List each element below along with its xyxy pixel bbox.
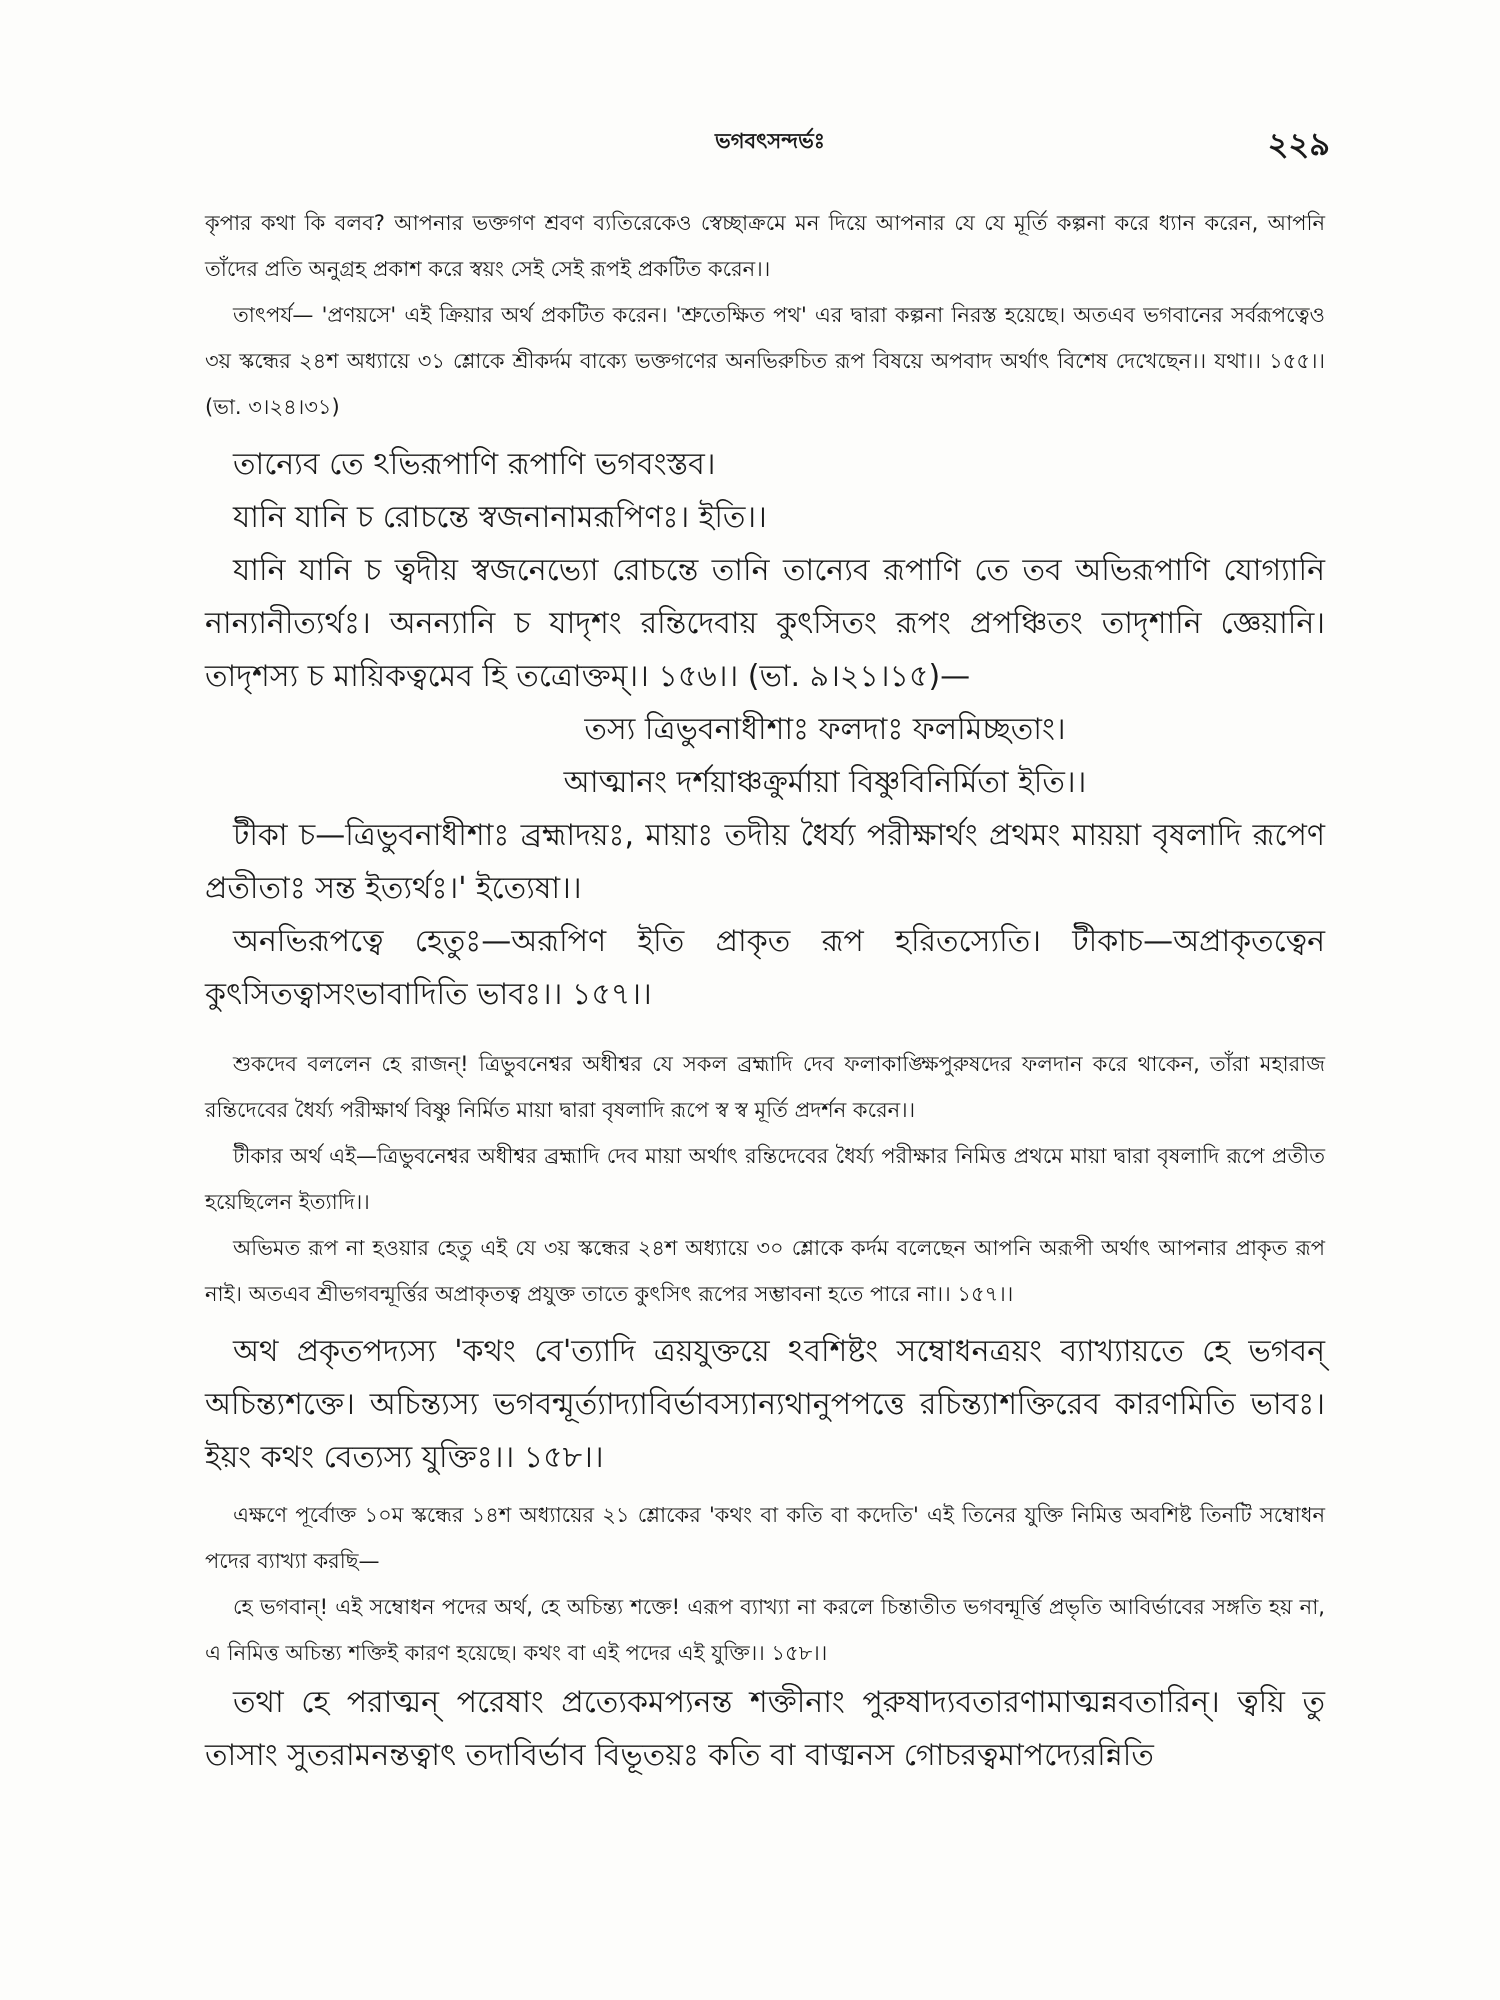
sanskrit-paragraph: অথ প্রকৃতপদ্যস্য 'কথং বে'ত্যাদি ত্রয়যুক্তয়ে ঽবশিষ্টং সম্বোধনত্রয়ং ব্যাখ্যায়তে হে ভগবন্ অচিন্ত্যশক্তে। অচিন্ত্যস্য ভগবন্মূর্ত্যাদ্যাবির্ভাবস্যান্যথানুপপত্তে রচিন্ত্যাশক্তিরেব কারণমিতি ভাবঃ। ইয়ং কথং বেত্যস্য যুক্তিঃ।। ১৫৮।। — [205, 1334, 1325, 1475]
translation-paragraph: টীকার অর্থ এই—ত্রিভুবনেশ্বর অধীশ্বর ব্রহ্মাদি দেব মায়া অর্থাৎ রন্তিদেবের ধৈর্য্য পরীক্ষার নিমিত্ত প্রথমে মায়া দ্বারা বৃষলাদি রূপে প্রতীত হয়েছিলেন ইত্যাদি।। — [205, 1144, 1325, 1214]
translation-paragraph: অভিমত রূপ না হওয়ার হেতু এই যে ৩য় স্কন্ধের ২৪শ অধ্যায়ে ৩০ শ্লোকে কর্দম বলেছেন আপনি অরূপী অর্থাৎ আপনার প্রাকৃত রূপ নাই। অতএব শ্রীভগবন্মূর্ত্তির অপ্রাকৃতত্ব প্রযুক্ত তাতে কুৎসিৎ রূপের সম্ভাবনা হতে পারে না।। ১৫৭।। — [205, 1236, 1325, 1306]
sanskrit-paragraph: তথা হে পরাত্মন্ পরেষাং প্রত্যেকমপ্যনন্ত শক্তীনাং পুরুষাদ্যবতারণামাত্মন্নবতারিন্। ত্বয়ি তু তাসাং সুতরামনন্তত্বাৎ তদাবির্ভাব বিভূতয়ঃ কতি বা বাঙ্মনস গোচরত্বমাপদ্যেরন্নিতি — [205, 1685, 1325, 1773]
verse-line: তস্য ত্রিভুবনাধীশাঃ ফলদাঃ ফলমিচ্ছতাং। — [584, 712, 1066, 747]
sanskrit-paragraph: যানি যানি চ ত্বদীয় স্বজনেভ্যো রোচন্তে তানি তান্যেব রূপাণি তে তব অভিরূপাণি যোগ্যানি নান্যানীত্যর্থঃ। অনন্যানি চ যাদৃশং রন্তিদেবায় কুৎসিতং রূপং প্রপঞ্চিতং তাদৃশানি জ্ঞেয়ানি। তাদৃশস্য চ মায়িকত্বমেব হি তত্রোক্তম্।। ১৫৬।। (ভা. ৯।২১।১৫)— — [205, 553, 1325, 694]
sanskrit-paragraph: অনভিরূপত্বে হেতুঃ—অরূপিণ ইতি প্রাকৃত রূপ হরিতস্যেতি। টীকাচ—অপ্রাকৃতত্বেন কুৎসিতত্বাসংভাবাদিতি ভাবঃ।। ১৫৭।। — [205, 924, 1325, 1012]
sanskrit-paragraph: টীকা চ—ত্রিভুবনাধীশাঃ ব্রহ্মাদয়ঃ, মায়াঃ তদীয় ধৈর্য্য পরীক্ষার্থং প্রথমং মায়য়া বৃষলাদি রূপেণ প্রতীতাঃ সন্ত ইত্যর্থঃ।' ইত্যেষা।। — [205, 818, 1325, 906]
verse-line: তান্যেব তে ঽভিরূপাণি রূপাণি ভগবংস্তব। — [233, 447, 716, 482]
page-header — [200, 125, 1340, 165]
translation-paragraph: এক্ষণে পূর্বোক্ত ১০ম স্কন্ধের ১৪শ অধ্যায়ের ২১ শ্লোকের 'কথং বা কতি বা কদেতি' এই তিনের যুক্তি নিমিত্ত অবশিষ্ট তিনটি সম্বোধন পদের ব্যাখ্যা করছি— — [205, 1503, 1325, 1573]
running-title: ভগবৎসন্দর্ভঃ — [715, 129, 825, 153]
translation-paragraph: হে ভগবান্! এই সম্বোধন পদের অর্থ, হে অচিন্ত্য শক্তে! এরূপ ব্যাখ্যা না করলে চিন্তাতীত ভগবন্মূর্ত্তি প্রভৃতি আবির্ভাবের সঙ্গতি হয় না, এ নিমিত্ত অচিন্ত্য শক্তিই কারণ হয়েছে। কথং বা এই পদের এই যুক্তি।। ১৫৮।। — [205, 1595, 1325, 1665]
page-body — [205, 200, 1325, 1782]
page-number: ২২৯ — [1267, 125, 1330, 163]
translation-paragraph: শুকদেব বললেন হে রাজন্! ত্রিভুবনেশ্বর অধীশ্বর যে সকল ব্রহ্মাদি দেব ফলাকাঙ্ক্ষিপুরুষদের ফলদান করে থাকেন, তাঁরা মহারাজ রন্তিদেবের ধৈর্য্য পরীক্ষার্থ বিষ্ণু নির্মিত মায়া দ্বারা বৃষলাদি রূপে স্ব স্ব মূর্তি প্রদর্শন করেন।। — [205, 1052, 1325, 1122]
translation-paragraph: কৃপার কথা কি বলব? আপনার ভক্তগণ শ্রবণ ব্যতিরেকেও স্বেচ্ছাক্রমে মন দিয়ে আপনার যে যে মূর্তি কল্পনা করে ধ্যান করেন, আপনি তাঁদের প্রতি অনুগ্রহ প্রকাশ করে স্বয়ং সেই সেই রূপই প্রকটিত করেন।। — [205, 211, 1325, 281]
verse-line: আত্মানং দর্শয়াঞ্চক্রুর্মায়া বিষ্ণুবিনির্মিতা ইতি।। — [563, 765, 1087, 800]
verse-line: যানি যানি চ রোচন্তে স্বজনানামরূপিণঃ। ইতি।। — [233, 500, 767, 535]
commentary-paragraph: তাৎপর্য— 'প্রণয়সে' এই ক্রিয়ার অর্থ প্রকটিত করেন। 'শ্রুতেক্ষিত পথ' এর দ্বারা কল্পনা নিরস্ত হয়েছে। অতএব ভগবানের সর্বরূপত্বেও ৩য় স্কন্ধের ২৪শ অধ্যায়ে ৩১ শ্লোকে শ্রীকর্দম বাক্যে ভক্তগণের অনভিরুচিত রূপ বিষয়ে অপবাদ অর্থাৎ বিশেষ দেখেছেন।। যথা।। ১৫৫।। (ভা. ৩।২৪।৩১) — [205, 303, 1325, 419]
